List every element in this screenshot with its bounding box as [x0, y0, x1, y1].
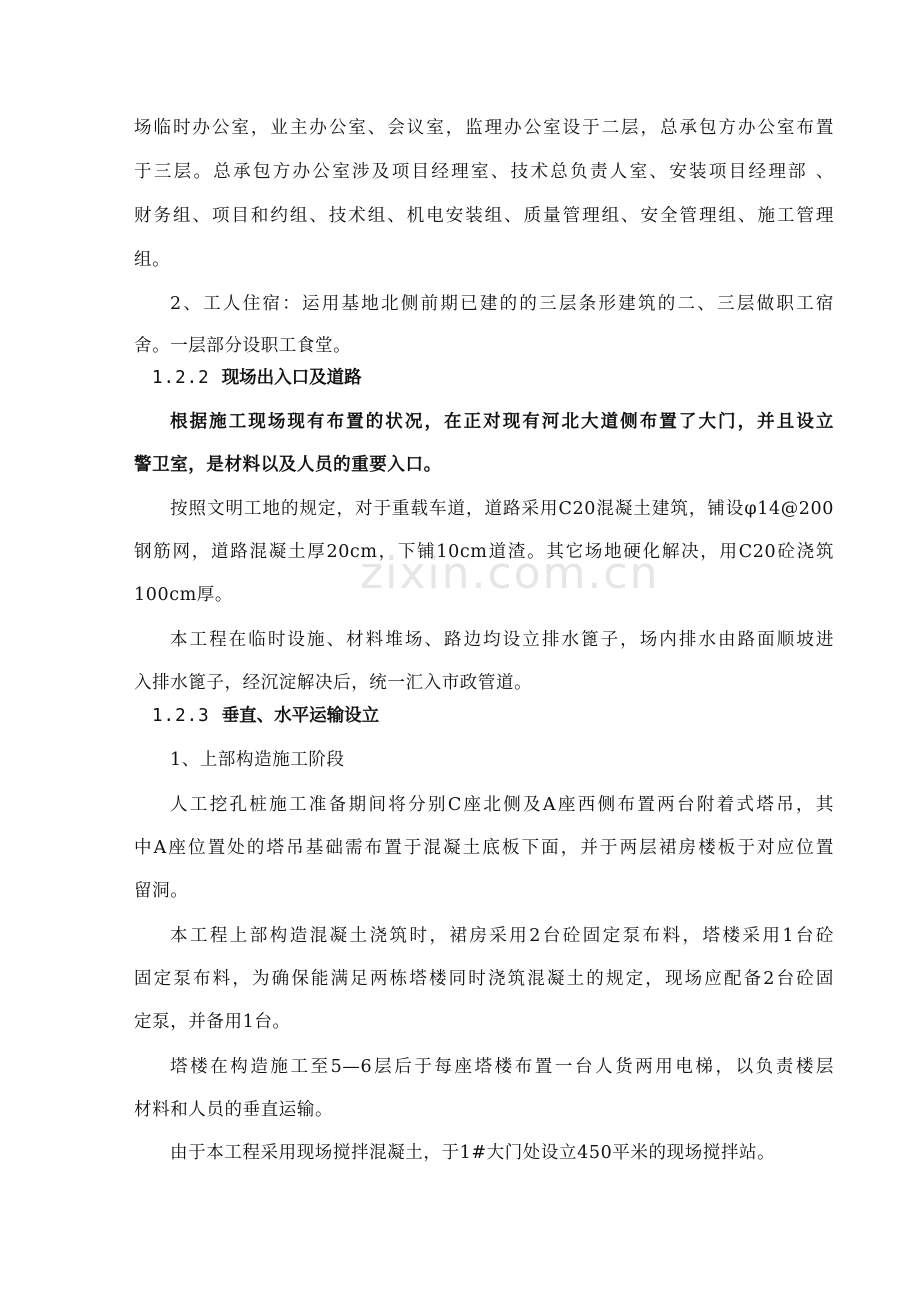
text-line: 塔楼在构造施工至5—6层后于每座塔楼布置一台人货两用电梯，以负责楼层	[170, 1057, 834, 1077]
text-line: 入排水篦子，经沉淀解决后，统一汇入市政管道。	[134, 673, 533, 693]
text-line: 本工程在临时设施、材料堆场、路边均设立排水篦子，场内排水由路面顺坡进	[170, 630, 834, 650]
section-heading-1-2-3	[152, 694, 379, 738]
text-line: 2、工人住宿：运用基地北侧前期已建的的三层条形建筑的二、三层做职工宿	[170, 294, 834, 314]
section-number: 1.2.2	[152, 368, 210, 388]
section-title: 现场出入口及道路	[221, 368, 362, 388]
text-line: 定泵，并备用1台。	[134, 1012, 291, 1032]
text-line: 根据施工现场现有布置的状况，在正对现有河北大道侧布置了大门，并且设立	[170, 412, 834, 432]
text-line: 材料和人员的垂直运输。	[134, 1100, 334, 1120]
text-line: 人工挖孔桩施工准备期间将分别C座北侧及A座西侧布置两台附着式塔吊，其	[170, 795, 834, 815]
section-title: 垂直、水平运输设立	[221, 706, 380, 726]
paragraph-mixing-station: 由于本工程采用现场搅拌混凝土，于1#大门处设立450平米的现场搅拌站。	[170, 1143, 776, 1163]
paragraph-upper-structure-stage: 1、上部构造施工阶段	[170, 750, 345, 770]
text-line: 财务组、项目和约组、技术组、机电安装组、质量管理组、安全管理组、施工管理	[134, 206, 834, 226]
section-heading-1-2-2	[152, 356, 362, 400]
text-line: 组。	[134, 250, 171, 270]
text-line: 本工程上部构造混凝土浇筑时，裙房采用2台砼固定泵布料，塔楼采用1台砼	[170, 926, 834, 946]
text-line: 钢筋网，道路混凝土厚20cm，下铺10cm道渣。其它场地硬化解决，用C20砼浇筑	[134, 542, 834, 562]
section-number: 1.2.3	[152, 706, 210, 726]
text-line: 警卫室，是材料以及人员的重要入口。	[134, 455, 442, 475]
text-line: 场临时办公室，业主办公室、会议室，监理办公室设于二层，总承包方办公室布置	[134, 118, 834, 138]
text-line: 按照文明工地的规定，对于重载车道，道路采用C20混凝土建筑，铺设φ14@200	[170, 499, 834, 519]
text-line: 固定泵布料，为确保能满足两栋塔楼同时浇筑混凝土的规定，现场应配备2台砼固	[134, 969, 834, 989]
watermark-text: zixin.com.cn	[360, 548, 660, 599]
text-line: 100cm厚。	[134, 585, 233, 605]
text-line: 中A座位置处的塔吊基础需布置于混凝土底板下面，并于两层裙房楼板于对应位置	[134, 838, 834, 858]
text-line: 舍。一层部分设职工食堂。	[134, 336, 352, 356]
text-line: 留洞。	[134, 881, 189, 901]
text-line: 于三层。总承包方办公室涉及项目经理室、技术总负责人室、安装项目经理部 、	[134, 162, 834, 182]
